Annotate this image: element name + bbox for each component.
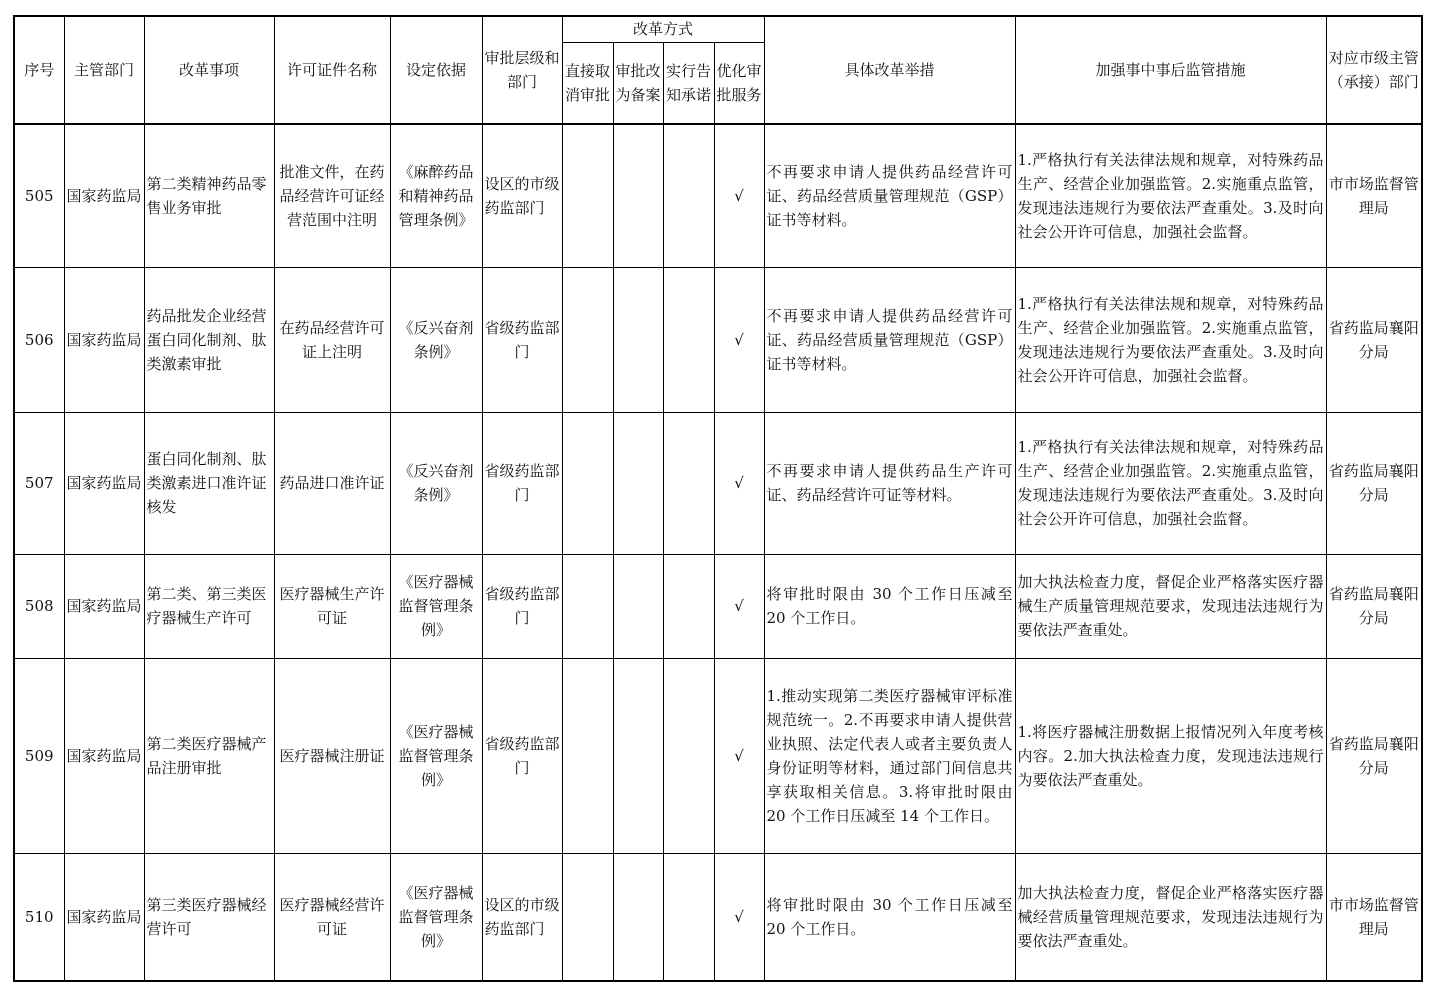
cell-seq: 506 — [14, 267, 64, 412]
header-item: 改革事项 — [144, 16, 274, 124]
cell-city-dept: 省药监局襄阳分局 — [1326, 267, 1422, 412]
cell-dept: 国家药监局 — [64, 658, 144, 853]
cell-measures: 1.推动实现第二类医疗器械审评标准规范统一。2.不再要求申请人提供营业执照、法定代表人或者主要负责人身份证明等材料，通过部门间信息共享获取相关信息。3.将审批时限由 20 个工作日压减至 14 个工作日。 — [764, 658, 1015, 853]
cell-item: 第二类医疗器械产品注册审批 — [144, 658, 274, 853]
cell-level: 省级药监部门 — [482, 412, 562, 554]
header-level: 审批层级和部门 — [482, 16, 562, 124]
cell-method-filing — [613, 853, 663, 981]
cell-license: 医疗器械生产许可证 — [274, 554, 390, 658]
cell-item: 蛋白同化制剂、肽类激素进口准许证核发 — [144, 412, 274, 554]
cell-city-dept: 省药监局襄阳分局 — [1326, 412, 1422, 554]
table-row — [14, 554, 1422, 658]
cell-method-cancel — [562, 554, 613, 658]
cell-supervision: 1.严格执行有关法律法规和规章，对特殊药品生产、经营企业加强监管。2.实施重点监管，发现违法违规行为要依法严查重处。3.及时向社会公开许可信息，加强社会监督。 — [1015, 412, 1326, 554]
cell-method-filing — [613, 412, 663, 554]
cell-level: 省级药监部门 — [482, 554, 562, 658]
cell-dept: 国家药监局 — [64, 124, 144, 267]
cell-method-filing — [613, 124, 663, 267]
cell-city-dept: 省药监局襄阳分局 — [1326, 554, 1422, 658]
cell-supervision: 加大执法检查力度，督促企业严格落实医疗器械经营质量管理规范要求，发现违法违规行为要依法严查重处。 — [1015, 853, 1326, 981]
header-method-group: 改革方式 — [562, 16, 764, 42]
cell-method-optimize: √ — [714, 658, 764, 853]
cell-method-commitment — [663, 853, 714, 981]
cell-license: 批准文件，在药品经营许可证经营范围中注明 — [274, 124, 390, 267]
cell-license: 药品进口准许证 — [274, 412, 390, 554]
cell-method-optimize: √ — [714, 412, 764, 554]
cell-method-optimize: √ — [714, 124, 764, 267]
cell-measures: 不再要求申请人提供药品生产许可证、药品经营许可证等材料。 — [764, 412, 1015, 554]
header-basis: 设定依据 — [390, 16, 482, 124]
cell-seq: 510 — [14, 853, 64, 981]
cell-seq: 505 — [14, 124, 64, 267]
header-license: 许可证件名称 — [274, 16, 390, 124]
header-measures: 具体改革举措 — [764, 16, 1015, 124]
header-method-filing: 审批改为备案 — [613, 42, 663, 124]
table-header — [14, 16, 1422, 124]
cell-level: 设区的市级药监部门 — [482, 853, 562, 981]
cell-dept: 国家药监局 — [64, 267, 144, 412]
cell-method-commitment — [663, 412, 714, 554]
cell-seq: 508 — [14, 554, 64, 658]
cell-seq: 509 — [14, 658, 64, 853]
cell-basis: 《医疗器械监督管理条例》 — [390, 554, 482, 658]
cell-method-optimize: √ — [714, 554, 764, 658]
cell-measures: 不再要求申请人提供药品经营许可证、药品经营质量管理规范（GSP）证书等材料。 — [764, 124, 1015, 267]
cell-level: 省级药监部门 — [482, 267, 562, 412]
cell-method-commitment — [663, 124, 714, 267]
cell-seq: 507 — [14, 412, 64, 554]
header-seq: 序号 — [14, 16, 64, 124]
cell-city-dept: 市市场监督管理局 — [1326, 853, 1422, 981]
table-row — [14, 267, 1422, 412]
cell-measures: 不再要求申请人提供药品经营许可证、药品经营质量管理规范（GSP）证书等材料。 — [764, 267, 1015, 412]
cell-license: 在药品经营许可证上注明 — [274, 267, 390, 412]
table-body — [14, 124, 1422, 981]
table-row — [14, 853, 1422, 981]
cell-method-cancel — [562, 658, 613, 853]
header-city-dept: 对应市级主管（承接）部门 — [1326, 16, 1422, 124]
cell-basis: 《反兴奋剂条例》 — [390, 412, 482, 554]
header-supervision: 加强事中事后监管措施 — [1015, 16, 1326, 124]
cell-city-dept: 市市场监督管理局 — [1326, 124, 1422, 267]
cell-method-cancel — [562, 853, 613, 981]
header-dept: 主管部门 — [64, 16, 144, 124]
cell-method-filing — [613, 554, 663, 658]
cell-measures: 将审批时限由 30 个工作日压减至 20 个工作日。 — [764, 554, 1015, 658]
cell-dept: 国家药监局 — [64, 853, 144, 981]
header-method-cancel: 直接取消审批 — [562, 42, 613, 124]
table-row — [14, 658, 1422, 853]
cell-supervision: 1.将医疗器械注册数据上报情况列入年度考核内容。2.加大执法检查力度，发现违法违规行为要依法严查重处。 — [1015, 658, 1326, 853]
table-row — [14, 412, 1422, 554]
cell-method-optimize: √ — [714, 267, 764, 412]
cell-method-cancel — [562, 267, 613, 412]
cell-supervision: 加大执法检查力度，督促企业严格落实医疗器械生产质量管理规范要求，发现违法违规行为要依法严查重处。 — [1015, 554, 1326, 658]
cell-level: 省级药监部门 — [482, 658, 562, 853]
cell-item: 第三类医疗器械经营许可 — [144, 853, 274, 981]
cell-method-cancel — [562, 412, 613, 554]
cell-method-filing — [613, 658, 663, 853]
cell-supervision: 1.严格执行有关法律法规和规章，对特殊药品生产、经营企业加强监管。2.实施重点监管，发现违法违规行为要依法严查重处。3.及时向社会公开许可信息，加强社会监督。 — [1015, 124, 1326, 267]
cell-dept: 国家药监局 — [64, 554, 144, 658]
cell-method-optimize: √ — [714, 853, 764, 981]
cell-item: 第二类、第三类医疗器械生产许可 — [144, 554, 274, 658]
cell-city-dept: 省药监局襄阳分局 — [1326, 658, 1422, 853]
cell-measures: 将审批时限由 30 个工作日压减至 20 个工作日。 — [764, 853, 1015, 981]
cell-basis: 《反兴奋剂条例》 — [390, 267, 482, 412]
table-row — [14, 124, 1422, 267]
cell-basis: 《医疗器械监督管理条例》 — [390, 853, 482, 981]
cell-basis: 《医疗器械监督管理条例》 — [390, 658, 482, 853]
cell-license: 医疗器械经营许可证 — [274, 853, 390, 981]
cell-method-filing — [613, 267, 663, 412]
cell-item: 第二类精神药品零售业务审批 — [144, 124, 274, 267]
header-method-optimize: 优化审批服务 — [714, 42, 764, 124]
cell-method-commitment — [663, 554, 714, 658]
cell-license: 医疗器械注册证 — [274, 658, 390, 853]
reform-table — [13, 15, 1423, 982]
header-method-commitment: 实行告知承诺 — [663, 42, 714, 124]
cell-dept: 国家药监局 — [64, 412, 144, 554]
cell-item: 药品批发企业经营蛋白同化制剂、肽类激素审批 — [144, 267, 274, 412]
cell-supervision: 1.严格执行有关法律法规和规章，对特殊药品生产、经营企业加强监管。2.实施重点监管，发现违法违规行为要依法严查重处。3.及时向社会公开许可信息，加强社会监督。 — [1015, 267, 1326, 412]
cell-level: 设区的市级药监部门 — [482, 124, 562, 267]
cell-method-cancel — [562, 124, 613, 267]
cell-method-commitment — [663, 658, 714, 853]
cell-method-commitment — [663, 267, 714, 412]
cell-basis: 《麻醉药品和精神药品管理条例》 — [390, 124, 482, 267]
